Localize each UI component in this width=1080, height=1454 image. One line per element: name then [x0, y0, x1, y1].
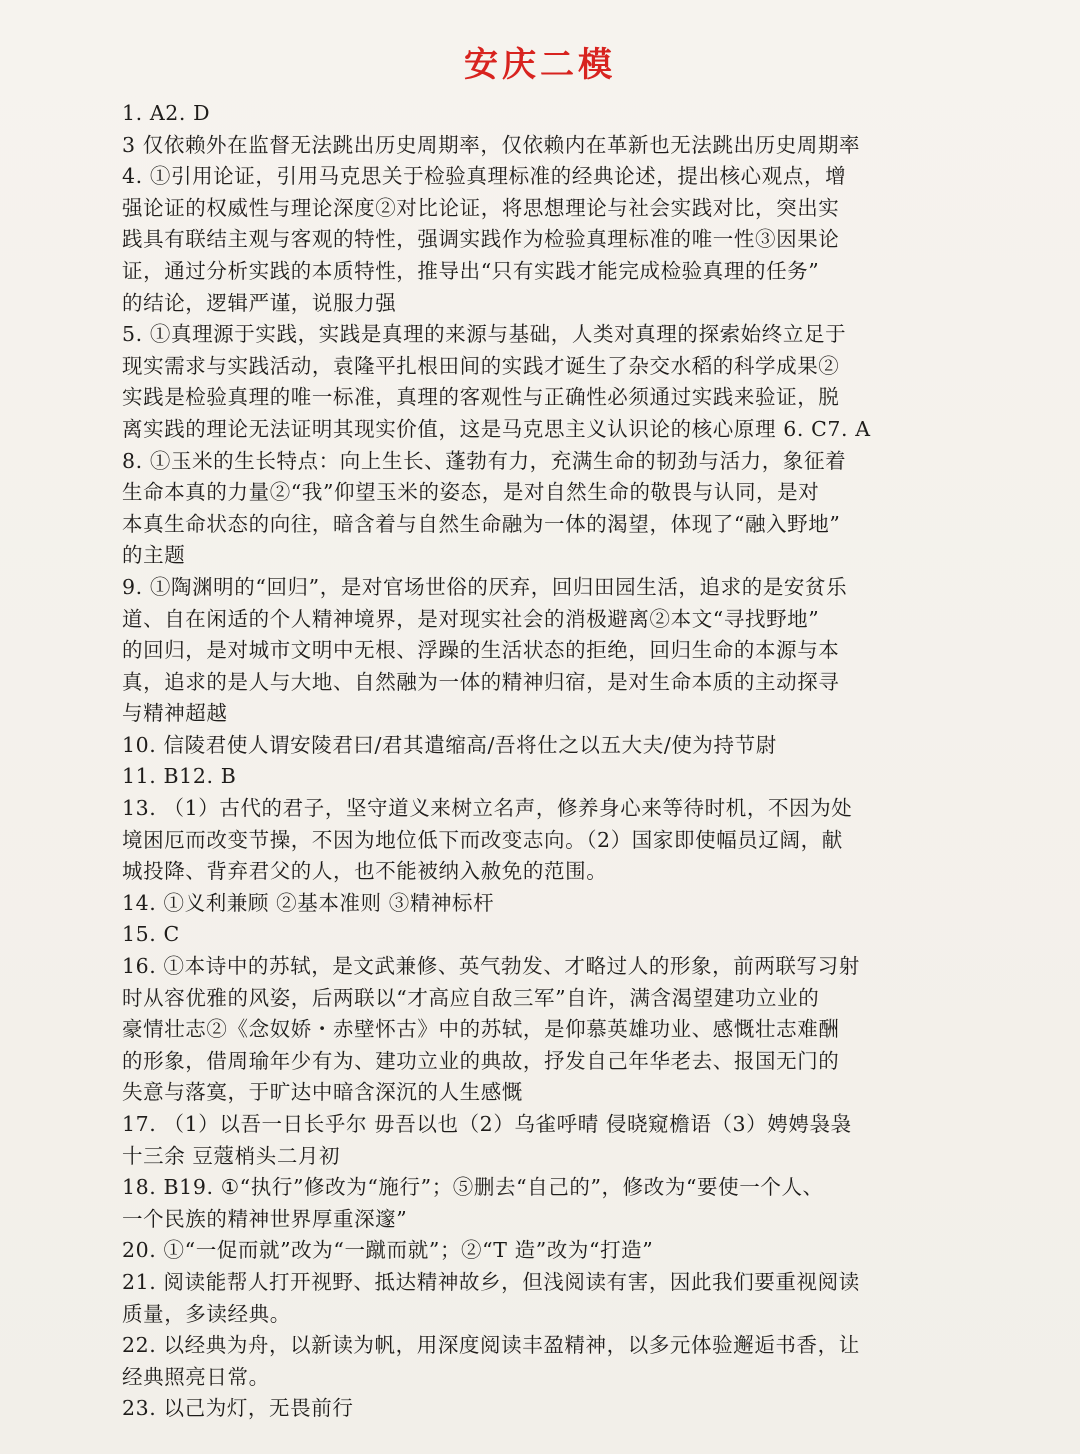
answer-line: 一个民族的精神世界厚重深邃” — [122, 1206, 408, 1231]
answer-line: 本真生命状态的向往，暗含着与自然生命融为一体的渴望，体现了“融入野地” — [122, 511, 841, 536]
answer-line: 23. 以己为灯，无畏前行 — [122, 1396, 354, 1421]
answer-line: 22. 以经典为舟，以新读为帆，用深度阅读丰盈精神，以多元体验邂逅书香，让 — [122, 1333, 860, 1358]
answer-line: 1. A2. D — [122, 101, 211, 125]
answer-line: 的回归，是对城市文明中无根、浮躁的生活状态的拒绝，回归生命的本源与本 — [122, 638, 840, 663]
answer-line: 真，追求的是人与大地、自然融为一体的精神归宿，是对生命本质的主动探寻 — [122, 669, 840, 694]
answer-line: 境困厄而改变节操，不因为地位低下而改变志向。（2）国家即使幅员辽阔，献 — [122, 827, 843, 852]
answer-line: 现实需求与实践活动，袁隆平扎根田间的实践才诞生了杂交水稻的科学成果② — [122, 353, 840, 378]
answer-line: 质量，多读经典。 — [122, 1301, 291, 1326]
answer-line: 证，通过分析实践的本质特性，推导出“只有实践才能完成检验真理的任务” — [122, 258, 820, 283]
answer-line: 14. ①义利兼顾 ②基本准则 ③精神标杆 — [122, 890, 495, 915]
answer-line: 13. （1）古代的君子，坚守道义来树立名声，修养身心来等待时机，不因为处 — [122, 796, 853, 821]
answer-line: 11. B12. B — [122, 764, 237, 789]
answer-line: 强论证的权威性与理论深度②对比论证，将思想理论与社会实践对比，突出实 — [122, 195, 840, 220]
answer-line: 10. 信陵君使人谓安陵君曰/君其遣缩高/吾将仕之以五大夫/使为持节尉 — [122, 732, 777, 757]
answer-line: 16. ①本诗中的苏轼，是文武兼修、英气勃发、才略过人的形象，前两联写习射 — [122, 954, 860, 979]
answer-line: 经典照亮日常。 — [122, 1364, 270, 1389]
answer-line: 道、自在闲适的个人精神境界，是对现实社会的消极避离②本文“寻找野地” — [122, 606, 820, 631]
answer-line: 17. （1）以吾一日长乎尔 毋吾以也（2）乌雀呼晴 侵晓窥檐语（3）娉娉袅袅 — [122, 1112, 852, 1136]
answer-line: 城投降、背弃君父的人，也不能被纳入赦免的范围。 — [122, 859, 608, 884]
answer-line: 践具有联结主观与客观的特性，强调实践作为检验真理标准的唯一性③因果论 — [122, 227, 840, 252]
answer-line: 20. ①“一促而就”改为“一蹴而就”；②“T 造”改为“打造” — [122, 1238, 654, 1263]
answer-line: 失意与落寞，于旷达中暗含深沉的人生感慨 — [122, 1080, 523, 1105]
answer-line: 时从容优雅的风姿，后两联以“才高应自敌三军”自许，满含渴望建功立业的 — [122, 985, 820, 1010]
answer-line: 的形象，借周瑜年少有为、建功立业的典故，抒发自己年华老去、报国无门的 — [122, 1048, 840, 1073]
answer-line: 的主题 — [122, 543, 186, 568]
answer-line: 9. ①陶渊明的“回归”，是对官场世俗的厌弃，回归田园生活，追求的是安贫乐 — [122, 574, 848, 599]
answer-line: 豪情壮志②《念奴娇・赤壁怀古》中的苏轼，是仰慕英雄功业、感慨壮志难酬 — [122, 1017, 840, 1042]
answer-line: 5. ①真理源于实践，实践是真理的来源与基础，人类对真理的探索始终立足于 — [122, 322, 847, 347]
answer-text-block — [122, 98, 1028, 1425]
answer-line: 3 仅依赖外在监督无法跳出历史周期率，仅依赖内在革新也无法跳出历史周期率 — [122, 132, 861, 157]
answer-line: 与精神超越 — [122, 701, 228, 726]
answer-line: 4. ①引用论证，引用马克思关于检验真理标准的经典论述，提出核心观点，增 — [122, 164, 847, 189]
answer-line: 8. ①玉米的生长特点：向上生长、蓬勃有力，充满生命的韧劲与活力，象征着 — [122, 448, 847, 473]
answer-line: 实践是检验真理的唯一标准，真理的客观性与正确性必须通过实践来验证，脱 — [122, 385, 840, 410]
answer-line: 的结论，逻辑严谨，说服力强 — [122, 290, 397, 315]
answer-line: 十三余 豆蔻梢头二月初 — [122, 1143, 341, 1168]
answer-line: 21. 阅读能帮人打开视野、抵达精神故乡，但浅阅读有害，因此我们要重视阅读 — [122, 1269, 860, 1294]
answer-line: 15. C — [122, 922, 180, 947]
answer-line: 离实践的理论无法证明其现实价值，这是马克思主义认识论的核心原理 6. C7. A — [122, 416, 871, 441]
page-title: 安庆二模 — [464, 45, 616, 85]
answer-line: 18. B19. ①“执行”修改为“施行”；⑤删去“自己的”，修改为“要使一个人、 — [122, 1175, 824, 1200]
answer-line: 生命本真的力量②“我”仰望玉米的姿态，是对自然生命的敬畏与认同，是对 — [122, 480, 820, 505]
